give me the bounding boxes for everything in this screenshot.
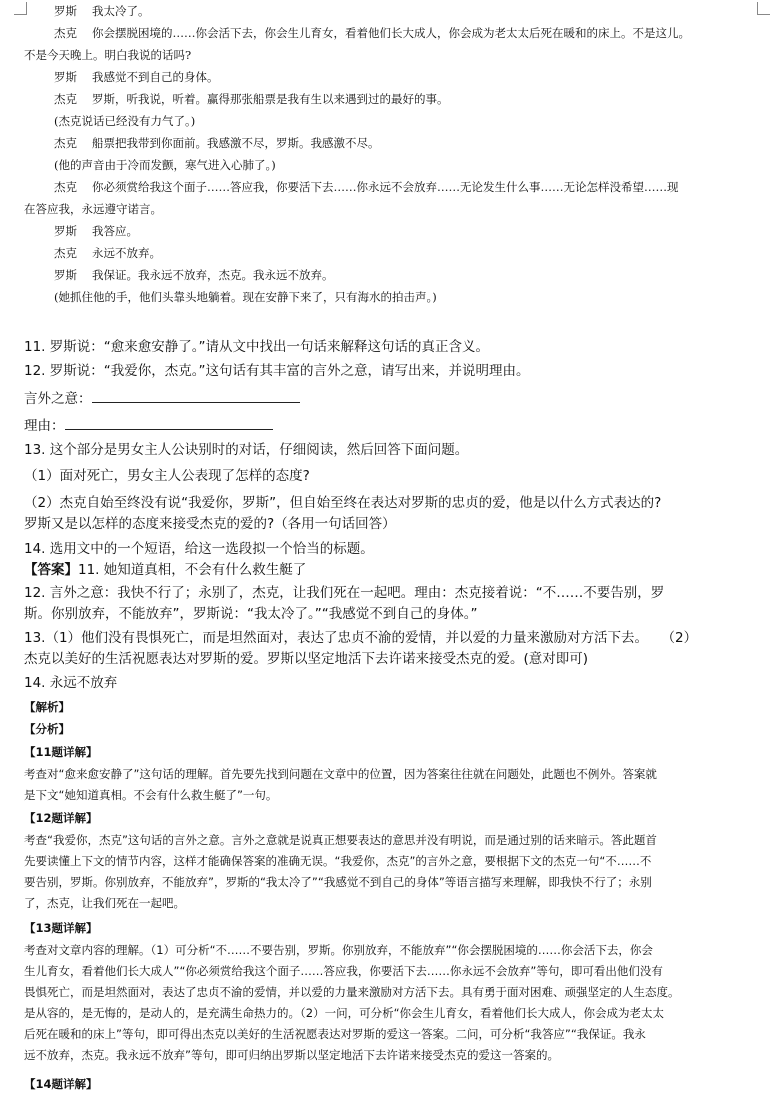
answer-line-connotation — [24, 389, 300, 409]
answer-line-reason — [24, 416, 273, 436]
dialogue-line — [24, 0, 750, 22]
paragraph-line: 畏惧死亡，而是坦然面对，表达了忠贞不渝的爱情，并以爱的力量来激励对方活下去。具有勇于面对困难、顽强坚定的人生态度。 — [24, 985, 680, 999]
speaker: 罗斯 — [54, 224, 77, 238]
paragraph-line: 要告别，罗斯。你别放弃，不能放弃”，罗斯的“我太冷了”“我感觉不到自己的身体”等语言描写来理解，即我快不行了；永别 — [24, 875, 652, 889]
question-13-part-1: （1）面对死亡，男女主人公表现了怎样的态度? — [24, 468, 310, 484]
paragraph-q13 — [24, 940, 750, 1066]
stage-direction: (杰克说话已经没有力气了。) — [54, 114, 196, 128]
answer-11 — [24, 560, 306, 581]
heading-jiexi: 【解析】 — [24, 700, 70, 714]
paragraph-line: 先要读懂上下文的情节内容，这样才能确保答案的准确无误。“我爱你，杰克”的言外之意，要根据下文的杰克一句“不……不 — [24, 854, 652, 868]
paragraph-line: 考查对“愈来愈安静了”这句话的理解。首先要先找到问题在文章中的位置，因为答案往往就在问题处，此题也不例外。答案就 — [24, 767, 657, 781]
speaker: 杰克 — [54, 92, 77, 106]
paragraph-line: 考查“我爱你，杰克”这句话的言外之意。言外之意就是说真正想要表达的意思并没有明说，而是通过别的话来暗示。答此题首 — [24, 833, 657, 847]
reason-blank[interactable] — [65, 416, 273, 430]
line-text: 你必须赏给我这个面子……答应我，你要活下去……你永远不会放弃……无论发生什么事……无论怎样没希望……现 — [92, 180, 679, 194]
paragraph-line: 是从容的，是无悔的，是动人的，是充满生命热力的。（2）一问，可分析“你会生儿育女，看着他们长大成人，你会成为老太太 — [24, 1006, 665, 1020]
heading-fenxi: 【分析】 — [24, 722, 70, 736]
dialogue-line — [24, 88, 750, 110]
line-text: 我保证。我永远不放弃，杰克。我永远不放弃。 — [92, 268, 334, 282]
speaker: 杰克 — [54, 246, 77, 260]
question-11: 11. 罗斯说：“愈来愈安静了。”请从文中找出一句话来解释这句话的真正含义。 — [24, 339, 489, 355]
speaker: 罗斯 — [54, 70, 77, 84]
paragraph-line: 考查对文章内容的理解。（1）可分析“不……不要告别，罗斯。你别放弃，不能放弃”“你会摆脱困境的……你会活下去，你会 — [24, 943, 653, 957]
connotation-label: 言外之意： — [24, 391, 92, 407]
crop-mark-top-right — [757, 2, 770, 15]
answer-11-text: 11. 她知道真相，不会有什么救生艇了 — [78, 562, 307, 578]
line-text: 我太冷了。 — [92, 4, 150, 18]
dialogue-line — [24, 242, 750, 264]
paragraph-line: 是下文“她知道真相。不会有什么救生艇了”一句。 — [24, 788, 278, 802]
question-14: 14. 选用文中的一个短语，给这一选段拟一个恰当的标题。 — [24, 541, 374, 557]
line-text: 你会摆脱困境的……你会活下去，你会生儿育女，看着他们长大成人，你会成为老太太后死在暖和的床上。不是这儿。 — [92, 26, 690, 40]
line-text: 永远不放弃。 — [92, 246, 161, 260]
answer-12-cont: 斯。你别放弃，不能放弃”，罗斯说：“我太冷了。”“我感觉不到自己的身体。” — [24, 606, 478, 622]
dialogue-line — [24, 22, 750, 44]
dialogue-line — [24, 264, 750, 286]
dialogue-line — [24, 132, 750, 154]
answer-12: 12. 言外之意：我快不行了；永别了，杰克，让我们死在一起吧。理由：杰克接着说：“不……不要告别，罗 — [24, 585, 665, 601]
dialogue-line — [24, 220, 750, 242]
dialogue-line — [24, 176, 750, 198]
line-text: 我感觉不到自己的身体。 — [92, 70, 219, 84]
stage-direction: (他的声音由于冷而发颤，寒气进入心肺了。) — [54, 158, 276, 172]
speaker: 杰克 — [54, 26, 77, 40]
dialogue-line-continued: 不是今天晚上。明白我说的话吗? — [24, 48, 192, 62]
heading-q11-detail: 【11题详解】 — [24, 745, 98, 759]
line-text: 我答应。 — [92, 224, 138, 238]
paragraph-q12 — [24, 830, 750, 914]
dialogue-line-continued: 在答应我，永远遵守诺言。 — [24, 202, 162, 216]
stage-direction: (她抓住他的手，他们头靠头地躺着。现在安静下来了，只有海水的拍击声。) — [54, 290, 437, 304]
speaker: 罗斯 — [54, 268, 77, 282]
answer-tag: 【答案】 — [24, 562, 78, 578]
question-13-part-2-cont: 罗斯又是以怎样的态度来接受杰克的爱的?（各用一句话回答） — [24, 516, 396, 532]
dialogue-line — [24, 66, 750, 88]
answer-13: 13.（1）他们没有畏惧死亡，而是坦然面对，表达了忠贞不渝的爱情，并以爱的力量来激励对方活下去。 （2） — [24, 630, 698, 646]
reason-label: 理由： — [24, 418, 65, 434]
heading-q12-detail: 【12题详解】 — [24, 811, 98, 825]
connotation-blank[interactable] — [92, 389, 300, 403]
question-13: 13. 这个部分是男女主人公诀别时的对话，仔细阅读，然后回答下面问题。 — [24, 442, 469, 458]
answer-14: 14. 永远不放弃 — [24, 675, 118, 691]
speaker: 罗斯 — [54, 4, 77, 18]
line-text: 船票把我带到你面前。我感激不尽，罗斯。我感激不尽。 — [92, 136, 380, 150]
heading-q14-detail: 【14题详解】 — [24, 1077, 98, 1091]
paragraph-line: 后死在暖和的床上”等句，即可得出杰克以美好的生活祝愿表达对罗斯的爱这一答案。二问，可分析“我答应”“我保证。我永 — [24, 1027, 646, 1041]
answer-13-cont: 杰克以美好的生活祝愿表达对罗斯的爱。罗斯以坚定地活下去许诺来接受杰克的爱。(意对即可) — [24, 651, 589, 667]
paragraph-q11 — [24, 764, 750, 806]
speaker: 杰克 — [54, 136, 77, 150]
question-12: 12. 罗斯说：“我爱你，杰克。”这句话有其丰富的言外之意，请写出来，并说明理由。 — [24, 363, 530, 379]
question-13-part-2: （2）杰克自始至终没有说“我爱你，罗斯”，但自始至终在表达对罗斯的忠贞的爱，他是以什么方式表达的? — [24, 495, 662, 511]
dialogue-passage — [24, 0, 750, 308]
line-text: 罗斯，听我说，听着。赢得那张船票是我有生以来遇到过的最好的事。 — [92, 92, 449, 106]
paragraph-line: 远不放弃，杰克。我永远不放弃”等句，即可归纳出罗斯以坚定地活下去许诺来接受杰克的爱这一答案的。 — [24, 1048, 559, 1062]
speaker: 杰克 — [54, 180, 77, 194]
paragraph-line: 生儿育女，看着他们长大成人”“你必须赏给我这个面子……答应我，你要活下去……你永远不会放弃”等句，即可看出他们没有 — [24, 964, 663, 978]
paragraph-line: 了，杰克，让我们死在一起吧。 — [24, 896, 185, 910]
heading-q13-detail: 【13题详解】 — [24, 921, 98, 935]
